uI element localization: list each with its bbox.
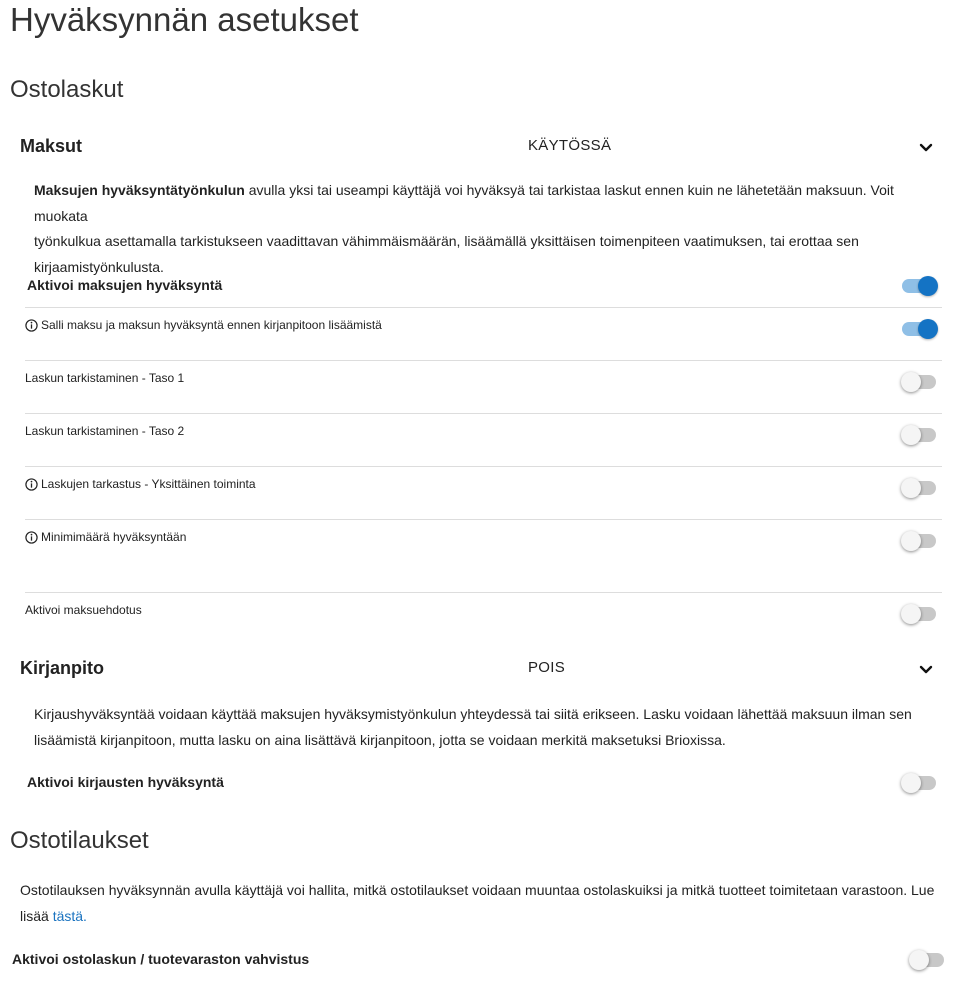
invoice-review-level1-toggle[interactable]: [902, 375, 936, 389]
setting-row-label: [25, 424, 184, 438]
divider: [25, 466, 942, 467]
info-icon[interactable]: [25, 531, 38, 544]
setting-label: Laskujen tarkastus - Yksittäinen toiminta: [41, 477, 256, 491]
setting-label: Laskun tarkistaminen - Taso 1: [25, 371, 185, 385]
setting-row-label: [25, 318, 382, 332]
accordion-title: Maksut: [20, 136, 83, 156]
chevron-down-icon[interactable]: [915, 659, 937, 681]
kirjanpito-description: [34, 702, 949, 753]
section-title-ostotilaukset: Ostotilaukset: [10, 827, 149, 854]
description-text: avulla yksi tai useampi käyttäjä voi hyväksyä tai tarkistaa laskut ennen kuin ne lähetetään maksuun. Voit muokata: [34, 182, 894, 224]
chevron-down-icon[interactable]: [915, 137, 937, 159]
divider: [25, 592, 942, 593]
activate-payment-approval-toggle[interactable]: [902, 279, 936, 293]
toggle-knob: [918, 319, 938, 339]
accordion-kirjanpito-header[interactable]: [0, 649, 965, 689]
accordion-title: Kirjanpito: [20, 658, 104, 678]
setting-row-label: [25, 603, 142, 617]
setting-label: Laskun tarkistaminen - Taso 2: [25, 424, 185, 438]
activate-purchase-order-approval-toggle[interactable]: [910, 953, 944, 967]
page-title: Hyväksynnän asetukset: [10, 1, 359, 38]
description-bold: Maksujen hyväksyntätyönkulun: [34, 182, 245, 198]
description-text: Ostotilauksen hyväksynnän avulla käyttäjä voi hallita, mitkä ostotilaukset voidaan muuntaa ostolaskuiksi ja mitkä tuotteet toimitetaan varastoon. Lue: [20, 882, 935, 898]
section-title-ostolaskut: Ostolaskut: [10, 76, 124, 103]
description-text: lisää: [20, 907, 53, 924]
accordion-maksut-header[interactable]: [0, 127, 965, 167]
setting-label: Aktivoi maksuehdotus: [25, 603, 142, 617]
description-text: Kirjaushyväksyntää voidaan käyttää maksujen hyväksymistyönkulun yhteydessä tai siitä erikseen. Lasku voidaan lähettää maksuun ilman sen: [34, 706, 912, 722]
invoice-review-level2-toggle[interactable]: [902, 428, 936, 442]
toggle-knob: [918, 276, 938, 296]
status-badge: KÄYTÖSSÄ: [528, 137, 612, 154]
setting-label: Salli maksu ja maksun hyväksyntä ennen kirjanpitoon lisäämistä: [41, 318, 382, 332]
setting-row-label: [25, 477, 256, 491]
description-text: lisäämistä kirjanpitoon, mutta lasku on aina lisättävä kirjanpitoon, jotta se voidaan merkitä maksetuksi Brioxissa.: [34, 731, 726, 748]
info-icon[interactable]: [25, 478, 38, 491]
description-text: työnkulkua asettamalla tarkistukseen vaadittavan vähimmäismäärän, lisäämällä yksittäisen toimenpiteen vaatimuksen, tai erottaa sen: [34, 233, 859, 249]
toggle-knob: [901, 425, 921, 445]
toggle-knob: [901, 531, 921, 551]
description-text: kirjaamistyönkulusta.: [34, 258, 164, 275]
toggle-knob: [901, 604, 921, 624]
maksut-description: [34, 178, 949, 280]
ostotilaukset-description: [20, 878, 955, 929]
toggle-knob: [909, 950, 929, 970]
toggle-knob: [901, 478, 921, 498]
toggle-knob: [901, 773, 921, 793]
allow-payment-before-bookkeeping-toggle[interactable]: [902, 322, 936, 336]
invoice-review-single-action-toggle[interactable]: [902, 481, 936, 495]
read-more-link[interactable]: tästä.: [52, 907, 87, 924]
divider: [25, 307, 942, 308]
activate-bookkeeping-approval-label: Aktivoi kirjausten hyväksyntä: [27, 774, 224, 790]
status-badge: POIS: [528, 659, 566, 676]
setting-row-label: [25, 530, 186, 544]
toggle-knob: [901, 372, 921, 392]
divider: [25, 519, 942, 520]
payment-proposal-toggle[interactable]: [902, 607, 936, 621]
setting-label: Minimimäärä hyväksyntään: [41, 530, 187, 544]
setting-row-label: [25, 371, 184, 385]
divider: [25, 360, 942, 361]
activate-purchase-order-approval-label: Aktivoi ostolaskun / tuotevaraston vahvistus: [12, 951, 310, 967]
minimum-approvals-toggle[interactable]: [902, 534, 936, 548]
activate-payment-approval-label: Aktivoi maksujen hyväksyntä: [27, 277, 223, 293]
divider: [25, 413, 942, 414]
activate-bookkeeping-approval-toggle[interactable]: [902, 776, 936, 790]
info-icon[interactable]: [25, 319, 38, 332]
